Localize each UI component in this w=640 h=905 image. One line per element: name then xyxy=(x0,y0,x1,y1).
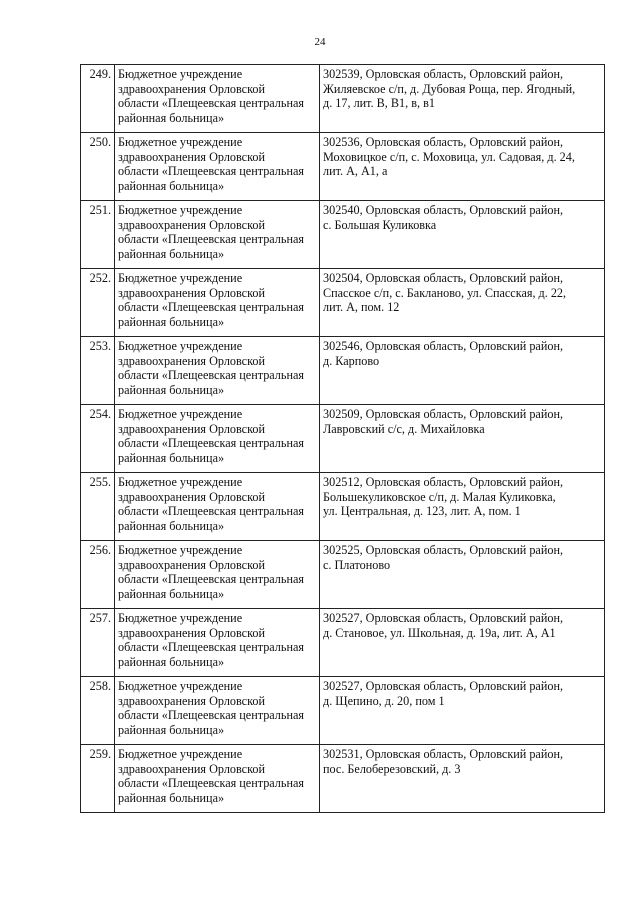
institution-name: Бюджетное учреждение здравоохранения Орловской области «Плещеевская центральная районная больница» xyxy=(115,609,320,677)
institution-address: 302527, Орловская область, Орловский район, д. Становое, ул. Школьная, д. 19а, лит. А, А1 xyxy=(320,609,605,677)
institution-address: 302539, Орловская область, Орловский район, Жиляевское с/п, д. Дубовая Роща, пер. Ягодный, д. 17, лит. В, В1, в, в1 xyxy=(320,65,605,133)
institution-name: Бюджетное учреждение здравоохранения Орловской области «Плещеевская центральная районная больница» xyxy=(115,405,320,473)
table-row xyxy=(81,269,605,337)
institution-name: Бюджетное учреждение здравоохранения Орловской области «Плещеевская центральная районная больница» xyxy=(115,677,320,745)
row-number: 251. xyxy=(81,201,115,269)
row-number: 250. xyxy=(81,133,115,201)
institution-address: 302546, Орловская область, Орловский район, д. Карпово xyxy=(320,337,605,405)
institution-address: 302504, Орловская область, Орловский район, Спасское с/п, с. Бакланово, ул. Спасская, д. 22, лит. А, пом. 12 xyxy=(320,269,605,337)
institution-address: 302527, Орловская область, Орловский район, д. Щепино, д. 20, пом 1 xyxy=(320,677,605,745)
institution-address: 302531, Орловская область, Орловский район, пос. Белоберезовский, д. 3 xyxy=(320,745,605,813)
row-number: 259. xyxy=(81,745,115,813)
table-row xyxy=(81,745,605,813)
row-number: 249. xyxy=(81,65,115,133)
table-row xyxy=(81,609,605,677)
institution-address: 302540, Орловская область, Орловский район, с. Большая Куликовка xyxy=(320,201,605,269)
table-row xyxy=(81,405,605,473)
institution-name: Бюджетное учреждение здравоохранения Орловской области «Плещеевская центральная районная больница» xyxy=(115,473,320,541)
table-row xyxy=(81,541,605,609)
institution-name: Бюджетное учреждение здравоохранения Орловской области «Плещеевская центральная районная больница» xyxy=(115,201,320,269)
institution-name: Бюджетное учреждение здравоохранения Орловской области «Плещеевская центральная районная больница» xyxy=(115,541,320,609)
institutions-table xyxy=(80,64,605,813)
institution-name: Бюджетное учреждение здравоохранения Орловской области «Плещеевская центральная районная больница» xyxy=(115,133,320,201)
institution-address: 302512, Орловская область, Орловский район, Большекуликовское с/п, д. Малая Куликовка, ул. Центральная, д. 123, лит. А, пом. 1 xyxy=(320,473,605,541)
row-number: 253. xyxy=(81,337,115,405)
table-row xyxy=(81,677,605,745)
row-number: 256. xyxy=(81,541,115,609)
table-row xyxy=(81,133,605,201)
page-number: 24 xyxy=(314,36,326,48)
row-number: 257. xyxy=(81,609,115,677)
row-number: 258. xyxy=(81,677,115,745)
institution-name: Бюджетное учреждение здравоохранения Орловской области «Плещеевская центральная районная больница» xyxy=(115,65,320,133)
row-number: 254. xyxy=(81,405,115,473)
institution-name: Бюджетное учреждение здравоохранения Орловской области «Плещеевская центральная районная больница» xyxy=(115,745,320,813)
table-row xyxy=(81,201,605,269)
institution-name: Бюджетное учреждение здравоохранения Орловской области «Плещеевская центральная районная больница» xyxy=(115,337,320,405)
institution-address: 302536, Орловская область, Орловский район, Моховицкое с/п, с. Моховица, ул. Садовая, д. 24, лит. А, А1, а xyxy=(320,133,605,201)
institution-name: Бюджетное учреждение здравоохранения Орловской области «Плещеевская центральная районная больница» xyxy=(115,269,320,337)
institution-address: 302525, Орловская область, Орловский район, с. Платоново xyxy=(320,541,605,609)
table-row xyxy=(81,473,605,541)
table-body xyxy=(81,65,605,813)
table-row xyxy=(81,337,605,405)
row-number: 252. xyxy=(81,269,115,337)
table-row xyxy=(81,65,605,133)
institution-address: 302509, Орловская область, Орловский район, Лавровский с/с, д. Михайловка xyxy=(320,405,605,473)
row-number: 255. xyxy=(81,473,115,541)
